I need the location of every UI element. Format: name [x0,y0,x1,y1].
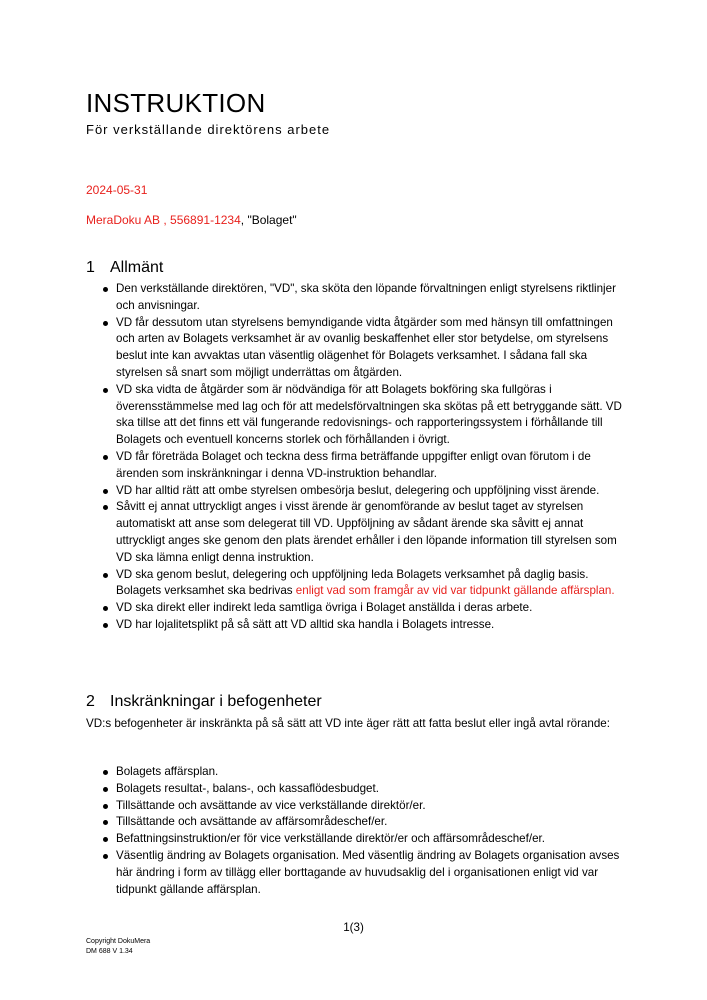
footer [86,937,150,957]
list-item: Såvitt ej annat uttryckligt anges i visst ärende är genomförande av beslut taget av styrelsen automatiskt att anse som delegerat till VD. Uppföljning av sådant ärende ska såvitt ej annat uttryckligt anges ske genom den plats ärendet erhåller i den löpande information till styrelsen som VD ska lämna enligt denna instruktion. [86,499,626,566]
section-1-list [86,281,626,634]
list-item: Bolagets affärsplan. [86,764,626,781]
list-item: Tillsättande och avsättande av affärsområdeschef/er. [86,814,626,831]
list-item: Väsentlig ändring av Bolagets organisation. Med väsentlig ändring av Bolagets organisation avses här ändring i form av tillägg eller borttagande av huvudsaklig del i organisationen enligt vid var tidpunkt gällande affärsplan. [86,848,626,898]
section-2-list [86,764,626,898]
section-heading-1 [86,258,163,278]
section-2-intro: VD:s befogenheter är inskränkta på så sätt att VD inte äger rätt att fatta beslut eller ingå avtal rörande: [86,717,610,730]
section-title: Allmänt [110,259,164,276]
section-title: Inskränkningar i befogenheter [110,693,322,710]
list-item: VD får företräda Bolaget och teckna dess firma beträffande uppgifter enligt ovan förutom i de ärenden som inskränkningar i denna VD-instruktion behandlar. [86,449,626,483]
list-item: VD får dessutom utan styrelsens bemyndigande vidta åtgärder som med hänsyn till omfattningen och arten av Bolagets verksamhet är av ovanlig beskaffenhet eller stor betydelse, om styrelsens beslut inte kan avvaktas utan väsentlig olägenhet för Bolagets verksamhet. I sådana fall ska styrelsen så snart som möjligt underrättas om åtgärden. [86,315,626,382]
list-item [86,567,626,601]
list-item: Befattningsinstruktion/er för vice verkställande direktör/er och affärsområdeschef/er. [86,831,626,848]
list-item: VD har lojalitetsplikt på så sätt att VD alltid ska handla i Bolagets intresse. [86,617,626,634]
company-line [86,212,297,228]
copyright-text: Copyright DokuMera [86,938,151,945]
list-item: Tillsättande och avsättande av vice verkställande direktör/er. [86,798,626,815]
document-code: DM 688 V 1.34 [86,948,133,955]
section-heading-2 [86,692,322,712]
list-item-highlight: enligt vad som framgår av vid var tidpunkt gällande affärsplan [295,584,612,598]
document-subtitle: För verkställande direktörens arbete [86,122,331,137]
list-item: VD ska vidta de åtgärder som är nödvändiga för att Bolagets bokföring ska fullgöras i överensstämmelse med lag och för att medelsförvaltningen ska skötas på ett betryggande sätt. VD ska tillse att det finns ett väl fungerande redovisnings- och rapporteringssystem i förhållande till Bolagets och eventuell koncerns storlek och förhållanden i övrigt. [86,382,626,449]
company-suffix: , "Bolaget" [240,213,297,227]
section-number: 2 [86,693,95,710]
list-item-text: VD ska genom beslut, delegering och uppföljning leda Bolagets verksamhet på daglig basis. Bolagets verksamhet ska bedrivas [116,567,589,598]
document-date: 2024-05-31 [86,183,148,197]
document-title: INSTRUKTION [86,88,266,118]
page-number: 1(3) [343,921,364,934]
company-name: MeraDoku AB , 556891-1234 [86,213,241,227]
section-number: 1 [86,259,95,276]
list-item: Bolagets resultat-, balans-, och kassaflödesbudget. [86,781,626,798]
list-item: VD har alltid rätt att ombe styrelsen ombesörja beslut, delegering och uppföljning visst ärende. [86,483,626,500]
list-item: Den verkställande direktören, "VD", ska sköta den löpande förvaltningen enligt styrelsens riktlinjer och anvisningar. [86,281,626,315]
list-item-end: . [611,584,615,598]
list-item: VD ska direkt eller indirekt leda samtliga övriga i Bolaget anställda i deras arbete. [86,600,626,617]
